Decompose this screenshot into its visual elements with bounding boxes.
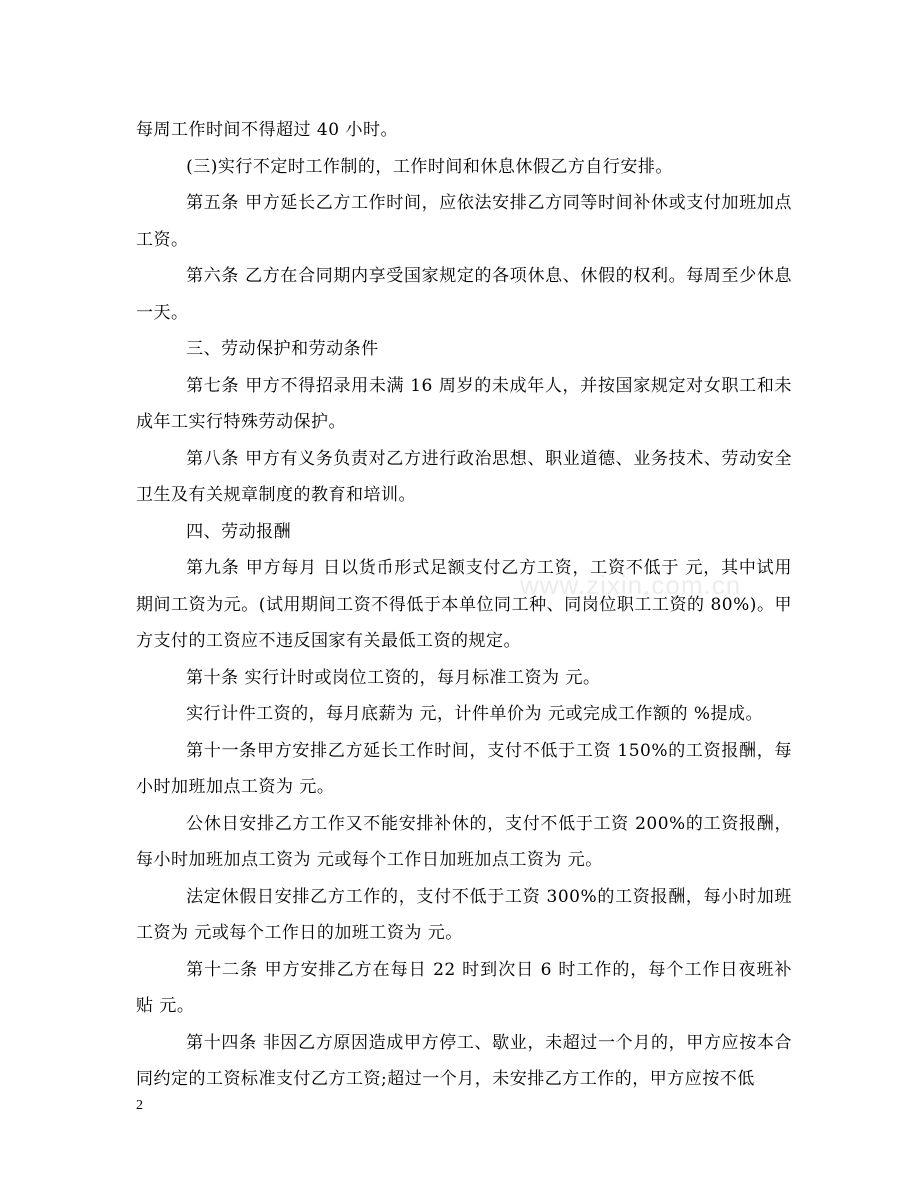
document-body [136, 112, 792, 1098]
paragraph-1: 每周工作时间不得超过 40 小时。 [136, 120, 398, 140]
paragraph-article-11: 第十一条甲方安排乙方延长工作时间，支付不低于工资 150%的工资报酬，每小时加班加点工资为 元。 [136, 740, 792, 797]
section-heading-3: 三、劳动保护和劳动条件 [186, 339, 379, 359]
paragraph-article-14: 第十四条 非因乙方原因造成甲方停工、歇业，未超过一个月的，甲方应按本合同约定的工资标准支付乙方工资;超过一个月，未安排乙方工作的，甲方应按不低 [136, 1032, 792, 1089]
paragraph-rest-day-pay: 公休日安排乙方工作又不能安排补休的，支付不低于工资 200%的工资报酬，每小时加班加点工资为 元或每个工作日加班加点工资为 元。 [136, 813, 792, 870]
page-number: 2 [136, 1098, 143, 1113]
paragraph-article-5: 第五条 甲方延长乙方工作时间，应依法安排乙方同等时间补休或支付加班加点工资。 [136, 193, 792, 250]
paragraph-article-9: 第九条 甲方每月 日以货币形式足额支付乙方工资，工资不低于 元，其中试用期间工资为元。(试用期间工资不得低于本单位同工种、同岗位职工工资的 80%)。甲方支付的工资应不违反国家有关最低工资的规定。 [136, 558, 792, 651]
paragraph-piece-wage: 实行计件工资的，每月底薪为 元，计件单价为 元或完成工作额的 %提成。 [186, 704, 764, 724]
watermark: www.zixin.com.cn [520, 570, 742, 600]
paragraph-article-6: 第六条 乙方在合同期内享受国家规定的各项休息、休假的权利。每周至少休息一天。 [136, 266, 792, 323]
paragraph-article-12: 第十二条 甲方安排乙方在每日 22 时到次日 6 时工作的，每个工作日夜班补贴 元。 [136, 959, 792, 1016]
paragraph-holiday-pay: 法定休假日安排乙方工作的，支付不低于工资 300%的工资报酬，每小时加班工资为 元或每个工作日的加班工资为 元。 [136, 886, 792, 943]
paragraph-2: (三)实行不定时工作制的，工作时间和休息休假乙方自行安排。 [186, 156, 673, 177]
paragraph-article-7: 第七条 甲方不得招录用未满 16 周岁的未成年人，并按国家规定对女职工和未成年工实行特殊劳动保护。 [136, 375, 792, 432]
section-heading-4: 四、劳动报酬 [186, 521, 292, 542]
paragraph-article-8: 第八条 甲方有义务负责对乙方进行政治思想、职业道德、业务技术、劳动安全卫生及有关规章制度的教育和培训。 [136, 448, 792, 505]
paragraph-article-10: 第十条 实行计时或岗位工资的，每月标准工资为 元。 [186, 667, 601, 688]
